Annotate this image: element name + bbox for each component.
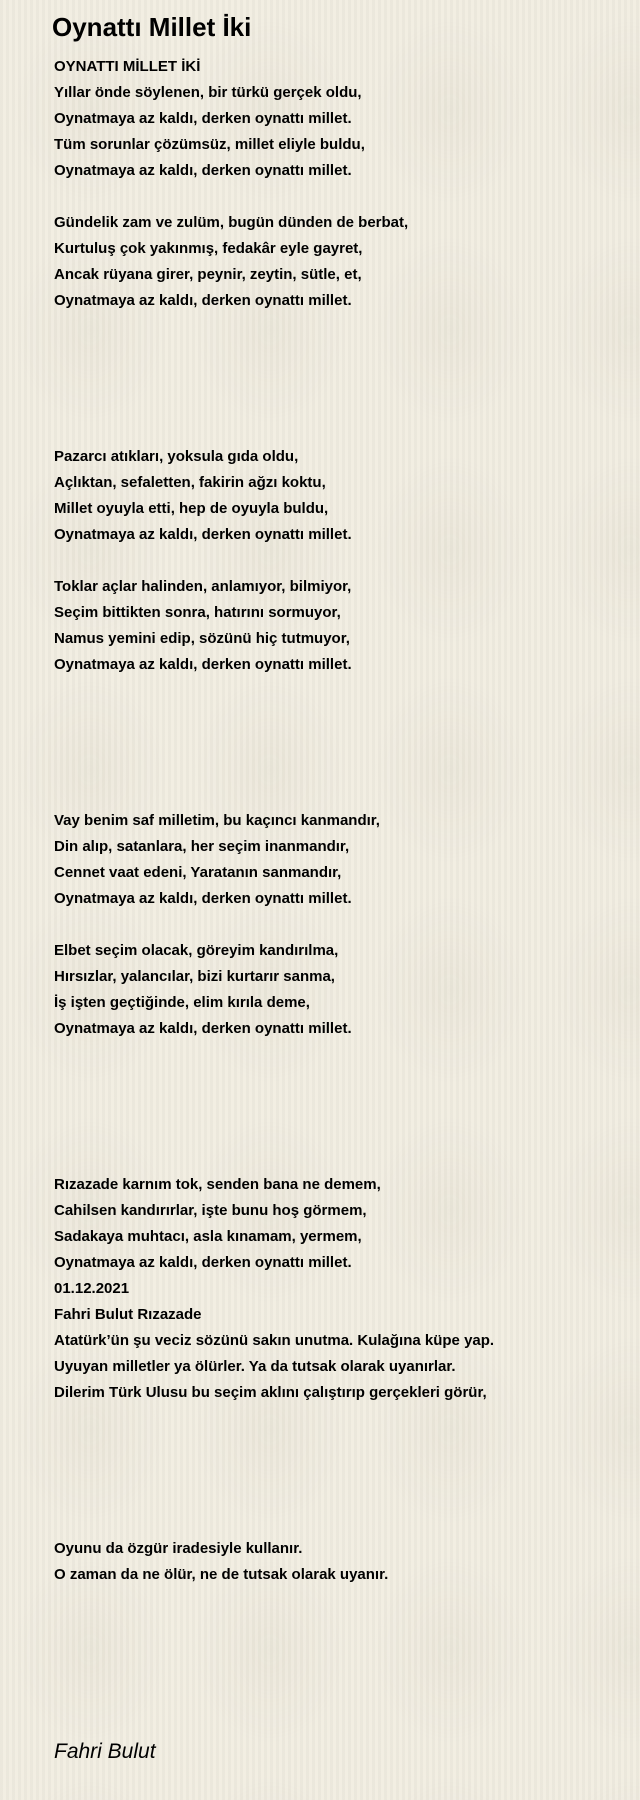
stanza-spacer — [54, 184, 634, 210]
poem-line: Oyunu da özgür iradesiyle kullanır. — [54, 1540, 303, 1557]
poem-line: Yıllar önde söylenen, bir türkü gerçek oldu, — [54, 84, 362, 101]
poem-line: Oynatmaya az kaldı, derken oynattı millet. — [54, 1254, 352, 1271]
poem-line: Oynatmaya az kaldı, derken oynattı millet. — [54, 656, 352, 673]
poem-line: Gündelik zam ve zulüm, bugün dünden de berbat, — [54, 214, 409, 231]
stanza-spacer — [54, 548, 634, 574]
poem-line: Dilerim Türk Ulusu bu seçim aklını çalıştırıp gerçekleri görür, — [54, 1384, 487, 1401]
stanza-6 — [54, 938, 634, 1042]
poem-line: Cahilsen kandırırlar, işte bunu hoş görmem, — [54, 1202, 367, 1219]
poem-heading: OYNATTI MİLLET İKİ — [54, 58, 201, 75]
poem-line: O zaman da ne ölür, ne de tutsak olarak uyanır. — [54, 1566, 389, 1583]
poem-line: Oynatmaya az kaldı, derken oynattı millet. — [54, 292, 352, 309]
poem-line: Millet oyuyla etti, hep de oyuyla buldu, — [54, 500, 329, 517]
poem-line: Toklar açlar halinden, anlamıyor, bilmiyor, — [54, 578, 352, 595]
stanza-3 — [54, 444, 634, 548]
poem-line: Oynatmaya az kaldı, derken oynattı millet. — [54, 162, 352, 179]
stanza-7 — [54, 1172, 634, 1406]
poem-line: Oynatmaya az kaldı, derken oynattı millet. — [54, 110, 352, 127]
poem-line: Atatürk’ün şu veciz sözünü sakın unutma. Kulağına küpe yap. — [54, 1332, 495, 1349]
section-spacer — [54, 1406, 634, 1536]
poem-line: Hırsızlar, yalancılar, bizi kurtarır sanma, — [54, 968, 335, 985]
poem-line: Ancak rüyana girer, peynir, zeytin, sütle, et, — [54, 266, 362, 283]
section-spacer — [54, 314, 634, 444]
stanza-1 — [54, 80, 634, 184]
poem-line: Oynatmaya az kaldı, derken oynattı millet. — [54, 526, 352, 543]
author-name: Fahri Bulut — [54, 1740, 156, 1763]
section-spacer — [54, 678, 634, 808]
poem-line: Açlıktan, sefaletten, fakirin ağzı koktu, — [54, 474, 326, 491]
poem-line: Sadakaya muhtacı, asla kınamam, yermem, — [54, 1228, 362, 1245]
section-spacer — [54, 1042, 634, 1172]
stanza-2 — [54, 210, 634, 314]
poem-line: Kurtuluş çok yakınmış, fedakâr eyle gayret, — [54, 240, 363, 257]
stanza-4 — [54, 574, 634, 678]
poem-line: Oynatmaya az kaldı, derken oynattı millet. — [54, 890, 352, 907]
poem-line: Cennet vaat edeni, Yaratanın sanmandır, — [54, 864, 342, 881]
poem-line: Namus yemini edip, sözünü hiç tutmuyor, — [54, 630, 350, 647]
poem-line: Din alıp, satanlara, her seçim inanmandır, — [54, 838, 350, 855]
poem-line: Pazarcı atıkları, yoksula gıda oldu, — [54, 448, 299, 465]
poem-line: Tüm sorunlar çözümsüz, millet eliyle buldu, — [54, 136, 365, 153]
page-title: Oynattı Millet İki — [52, 12, 252, 42]
poem-line: İş işten geçtiğinde, elim kırıla deme, — [54, 994, 310, 1011]
stanza-8 — [54, 1536, 634, 1588]
poem-date: 01.12.2021 — [54, 1280, 130, 1297]
poem-line: Seçim bittikten sonra, hatırını sormuyor, — [54, 604, 341, 621]
stanza-spacer — [54, 912, 634, 938]
poem-signature: Fahri Bulut Rızazade — [54, 1306, 202, 1323]
poem-line: Elbet seçim olacak, göreyim kandırılma, — [54, 942, 339, 959]
poem-line: Uyuyan milletler ya ölürler. Ya da tutsak olarak uyanırlar. — [54, 1358, 456, 1375]
poem-line: Vay benim saf milletim, bu kaçıncı kanmandır, — [54, 812, 380, 829]
poem-body — [54, 54, 634, 1588]
poem-line: Rızazade karnım tok, senden bana ne demem, — [54, 1176, 381, 1193]
stanza-5 — [54, 808, 634, 912]
poem-line: Oynatmaya az kaldı, derken oynattı millet. — [54, 1020, 352, 1037]
